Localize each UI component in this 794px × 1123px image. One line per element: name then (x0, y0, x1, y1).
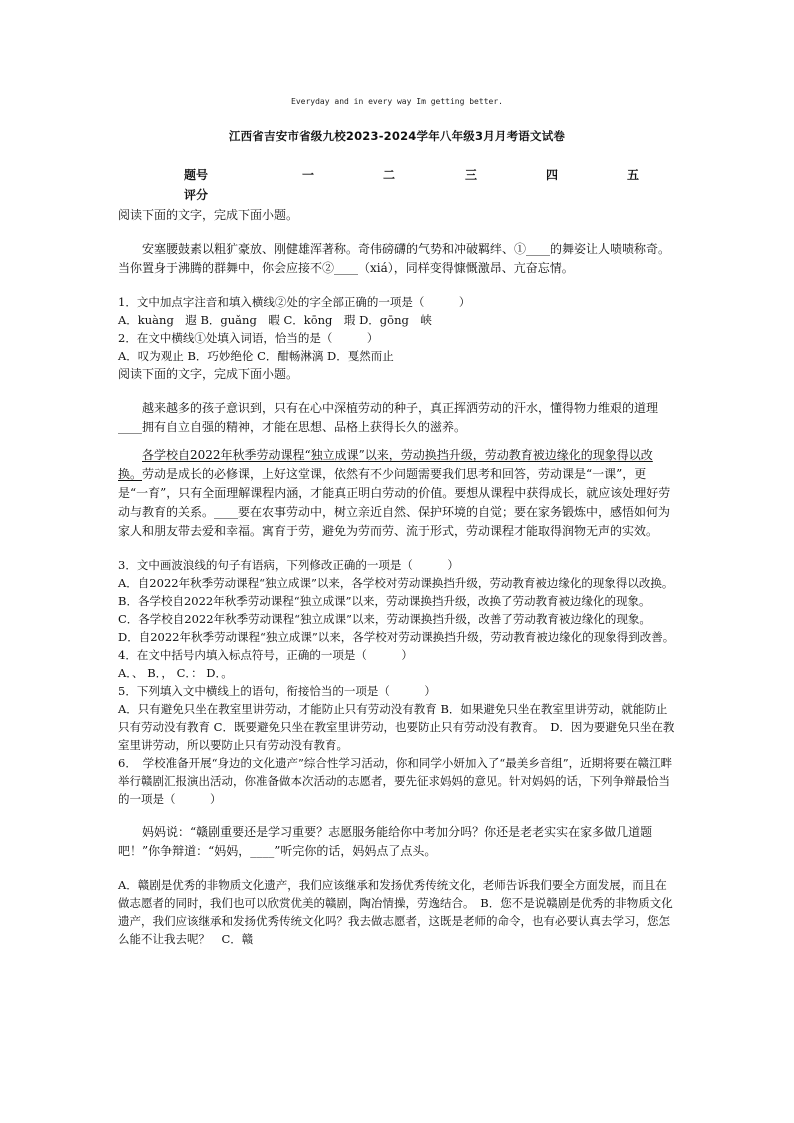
question-6-passage: 妈妈说：“赣剧重要还是学习重要？志愿服务能给你中考加分吗？你还是老老实实在家多做几道题吧！”你争辩道：“妈妈，____”听完你的话，妈妈点了点头。 (118, 825, 653, 858)
score-col-3: 三 (465, 168, 478, 182)
header-motto: Everyday and in every way Im getting better. (291, 97, 503, 106)
score-table (118, 166, 678, 206)
question-2: 2．在文中横线①处填入词语，恰当的是（ ） (118, 331, 379, 345)
score-label-number: 题号 (184, 168, 209, 182)
section2-paragraph-2 (118, 446, 676, 541)
section1-intro: 阅读下面的文字，完成下面小题。 (118, 208, 299, 222)
question-6-options: A．赣剧是优秀的非物质文化遗产，我们应该继承和发扬优秀传统文化，老师告诉我们要全方面发展，而且在做志愿者的同时，我们也可以欣赏优美的赣剧，陶冶情操，劳逸结合。 B．您不是说赣剧是优秀的非物质文化遗产，我们应该继承和发扬优秀传统文化吗？我去做志愿者，这既是老师的命令，也有必要认真去学习，您怎么能不让我去呢？ C．赣 (118, 878, 673, 946)
question-2-options: A．叹为观止 B．巧妙绝伦 C．酣畅淋漓 D．戛然而止 (118, 349, 394, 363)
question-6: 6． 学校准备开展“身边的文化遗产”综合性学习活动，你和同学小妍加入了“最美乡音组”，近期将要在赣江畔举行赣剧汇报演出活动，你准备做本次活动的志愿者，要先征求妈妈的意见。针对妈妈的话，下列争辩最恰当的一项是（ ） (118, 756, 673, 806)
score-col-2: 二 (383, 168, 396, 182)
score-row-number (118, 166, 678, 186)
question-5-options: A．只有避免只坐在教室里讲劳动，才能防止只有劳动没有教育 B．如果避免只坐在教室里讲劳动，就能防止只有劳动没有教育 C．既要避免只坐在教室里讲劳动，也要防止只有劳动没有教育。 D．因为要避免只坐在教室里讲劳动，所以要防止只有劳动没有教育。 (118, 702, 675, 752)
question-3: 3．文中画波浪线的句子有语病，下列修改正确的一项是（ ） (118, 558, 459, 572)
score-col-1: 一 (302, 168, 315, 182)
question-3-options: A．自2022年秋季劳动课程“独立成课”以来，各学校对劳动课换挡升级，劳动教育被边缘化的现象得以改换。 B．各学校自2022年秋季劳动课程“独立成课”以来，劳动课换挡升级，改换了劳动教育被边缘化的现象。 C．各学校自2022年秋季劳动课程“独立成课”以来，劳动课换挡升级，改善了劳动教育被边缘化的现象。 D．自2022年秋季劳动课程“独立成课”以来，各学校对劳动课换挡升级，劳动教育被边缘化的现象得到改善。 (118, 576, 680, 644)
question-4: 4．在文中括号内填入标点符号，正确的一项是（ ） (118, 648, 413, 662)
score-label-points: 评分 (184, 188, 209, 202)
question-1: 1．文中加点字注音和填入横线②处的字全部正确的一项是（ ） (118, 295, 471, 309)
question-1-options: A．kuàng 遐 B．guǎng 暇 C．kōng 瑕 D．gōng 峡 (118, 313, 432, 327)
section2-paragraph-2-rest: 劳动是成长的必修课，上好这堂课，依然有不少问题需要我们思考和回答，劳动课是“一课”，更是“一育”，只有全面理解课程内涵，才能真正明白劳动的价值。要想从课程中获得成长，就应该处理好劳动与教育的关系。____要在农事劳动中，树立亲近自然、保护环境的自觉；要在家务锻炼中，感悟如何为家人和朋友带去爱和幸福。寓育于劳，避免为劳而劳、流于形式，劳动课程才能取得润物无声的实效。 (118, 467, 671, 538)
score-col-4: 四 (546, 168, 559, 182)
section1-passage: 安塞腰鼓素以粗犷豪放、刚健雄浑著称。奇伟磅礴的气势和冲破羁绊、①____的舞姿让人啧啧称奇。当你置身于沸腾的群舞中，你会应接不②____（xiá），同样变得慷慨激昂、亢奋忘情。 (118, 242, 671, 275)
wavy-underlined-sentence: 各学校自2022年秋季劳动课程“独立成课”以来，劳动换挡升级，劳动教育被边缘化的现象得以改换。 (118, 448, 653, 481)
question-4-options: A．、 B．， C．： D．。 (118, 666, 233, 680)
section2-intro: 阅读下面的文字，完成下面小题。 (118, 367, 299, 381)
section2-paragraph-1: 越来越多的孩子意识到，只有在心中深植劳动的种子，真正挥洒劳动的汗水，懂得物力维艰的道理____拥有自立自强的精神，才能在思想、品格上获得长久的滋养。 (118, 401, 659, 434)
exam-body (118, 206, 680, 948)
score-row-points (118, 186, 678, 206)
exam-title: 江西省吉安市省级九校2023-2024学年八年级3月月考语文试卷 (228, 129, 566, 143)
score-col-5: 五 (627, 168, 640, 182)
question-5: 5．下列填入文中横线上的语句，衔接恰当的一项是（ ） (118, 684, 436, 698)
